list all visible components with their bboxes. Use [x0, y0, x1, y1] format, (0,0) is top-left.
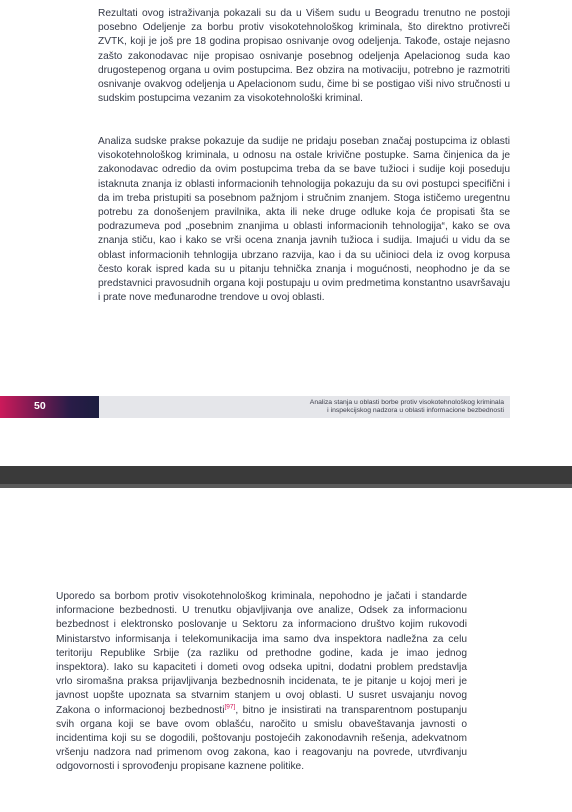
- footer-document-title: [310, 399, 504, 415]
- footer-title-bar: [99, 396, 510, 418]
- paragraph-court-department: Rezultati ovog istraživanja pokazali su da u Višem sudu u Beogradu trenutno ne postoji posebno Odeljenje za borbu protiv visokotehnološkog kriminala, što direktno protivreči ZVTK, koji je još pre 18 godina propisao osnivanje ovog odeljenja. Takođe, ostaje nejasno zašto zakonodavac nije propisao osnivanje posebnog odeljenja Apelacionog suda kao drugostepenog organa u ovim postupcima. Bez obzira na motivaciju, potrebno je razmotriti osnivanje ovakvog odeljenja u Apelacionom sudu, čime bi se postigao viši nivo stručnosti u sudskim postupcima vezanim za visokotehnološki kriminal.: [98, 8, 510, 105]
- paragraph-text-after-ref: , bitno je insistirati na transparentnom postupanju svih organa koji se bave ovom oblašću, naročito u smislu obaveštavanja javnosti o incidentima koji su se dogodili, poštovanju postojećih zakonodavnih rešenja, adekvatnom vršenju nadzora nad primenom ovog zakona, kao i reagovanju na povrede, utvrđivanju odgovornosti i sprovođenju propisane kaznene politike.: [56, 704, 467, 773]
- footer-title-line-2: i inspekcijskog nadzora u oblasti informacione bezbednosti: [327, 407, 504, 414]
- paragraph-information-security: [56, 590, 467, 775]
- paragraph-text-before-ref: Uporedo sa borbom protiv visokotehnološkog kriminala, nepohodno je jačati i standarde informacione bezbednosti. U trenutku objavljivanja ove analize, Odsek za informacionu bezbednost i elektronsko poslovanje u Sektoru za informaciono društvo kojim rukovodi Ministarstvo informisanja i telekomunikacija ima samo dva inspektora nadležna za celu teritoriju Republike Srbije (za razliku od prethodne godine, kada je imao jednog inspektora). Iako su kapaciteti i dometi ovog odseka upitni, dodatni problem predstavlja vrlo siromašna praksa prijavljivanja bezbednosnih incidenata, te je pitanje u kojoj meri je javnost uopšte upoznata sa stvarnim stanjem u ovoj oblasti. U susret usvajanju novog Zakona o informacionoj bezbednosti: [56, 591, 467, 716]
- page-separator: [0, 466, 572, 484]
- footer-title-line-1: Analiza stanja u oblasti borbe protiv visokotehnološkog kriminala: [309, 399, 504, 406]
- footnote-reference[interactable]: [97]: [224, 703, 236, 711]
- paragraph-judicial-practice: Analiza sudske prakse pokazuje da sudije ne pridaju poseban značaj postupcima iz oblasti visokotehnološkog kriminala, u odnosu na ostale krivične postupke. Sama činjenica da je zakonodavac odredio da ovim postupcima treba da se bave tužioci i sudije koji poseduju istaknuta znanja iz oblasti informacionih tehnologija pokazuju da su ovi postupci specifični i da im treba pristupiti sa posebnom pažnjom i stručnim znanjem. Stoga ističemo uregentnu potrebu za donošenjem pravilnika, akta ili neke druge odluke koja će propisati šta se podrazumeva pod „posebnim znanjima u oblasti informacionih tehnologija“, kako se ova znanja stiču, kao i kako se vrši ocena znanja javnih tužioca i sudija. Imajući u vidu da se oblast informacionih tehnlogija ubrzano razvija, kao i da su učinioci dela iz ovog korpusa često korak ispred kada su u pitanju tehnička znanja i mogućnosti, neophodno je da se predstavnici pravosudnih organa koji postupaju u ovim predmetima konstantno usavršavaju i prate nove međunarodne trendove u ovoj oblasti.: [98, 136, 510, 304]
- page-footer: [0, 396, 510, 418]
- page-number-bar: [0, 396, 99, 418]
- page-number: 50: [34, 400, 46, 412]
